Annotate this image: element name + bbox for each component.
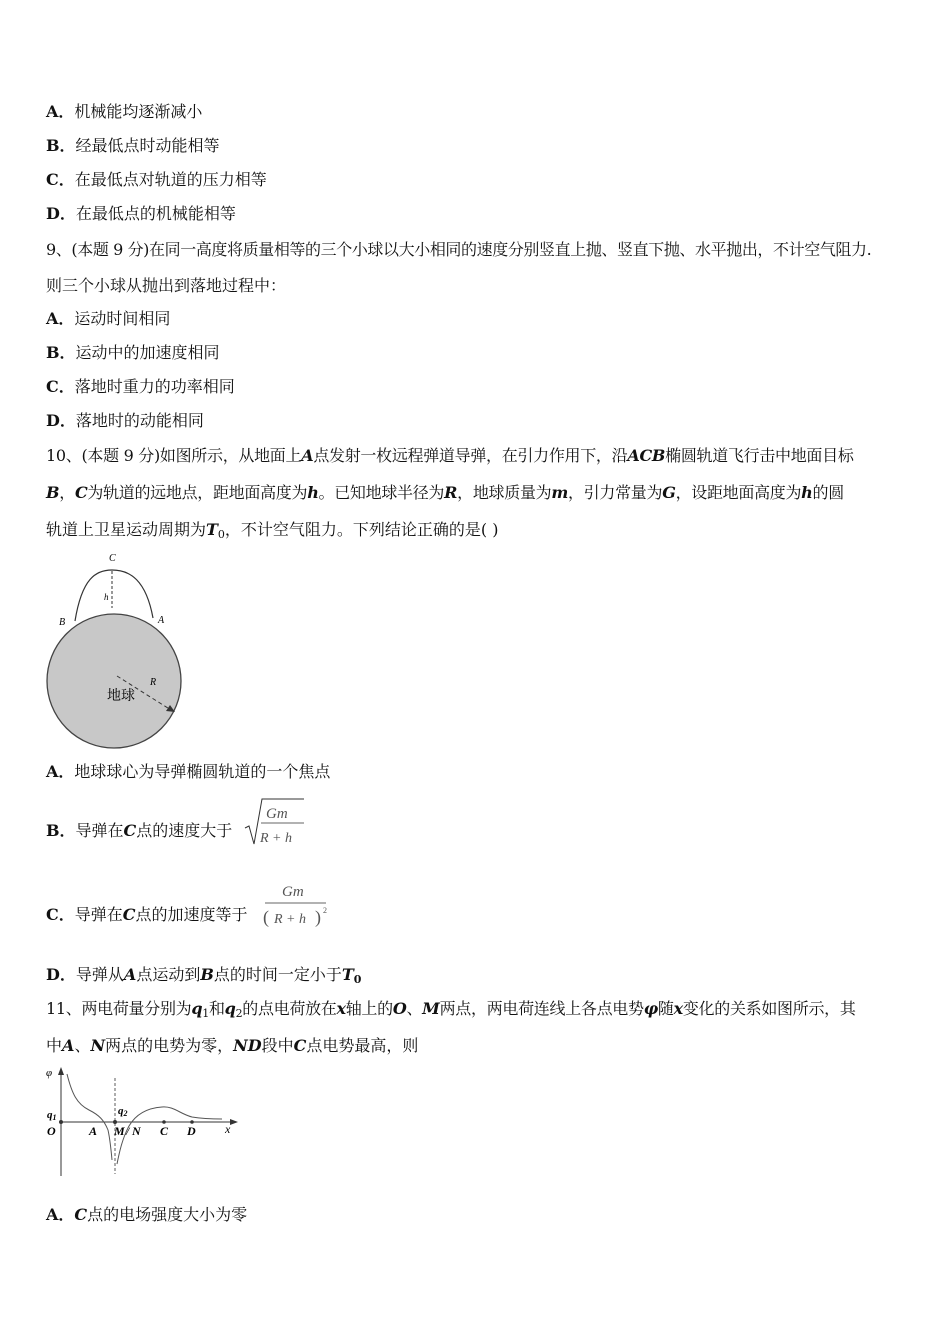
- q10-option-b: B．导弹在C点的速度大于: [46, 821, 233, 840]
- q10-option-a: A．地球球心为导弹椭圆轨道的一个焦点: [46, 762, 331, 781]
- q9-option-c: C．落地时重力的功率相同: [46, 377, 235, 396]
- label-r: R: [150, 677, 157, 688]
- q11-stem-line1: 11、两电荷量分别为$q_1$和$q_2$的点电荷放在x轴上的O、M两点，两电荷连线上各点电势φ随x变化的关系如图所示，其: [46, 999, 856, 1020]
- svg-text:(: (: [263, 907, 269, 927]
- q8-option-a: A．机械能均逐渐减小: [46, 102, 203, 121]
- formula-gm-over-r-plus-h-squared: [262, 876, 334, 934]
- q10-stem-line3: 轨道上卫星运动周期为$T_0$，不计空气阻力。下列结论正确的是( ): [46, 520, 499, 541]
- q9-option-b: B．运动中的加速度相同: [46, 343, 220, 362]
- svg-text:): ): [315, 907, 321, 927]
- q11-option-a: A．C点的电场强度大小为零: [46, 1205, 248, 1224]
- label-c: C: [160, 1124, 169, 1138]
- label-m: M: [114, 1124, 125, 1138]
- label-phi: φ: [46, 1067, 53, 1079]
- label-x: x: [225, 1122, 231, 1136]
- label-b: B: [59, 617, 66, 628]
- q9-option-d: D．落地时的动能相同: [46, 411, 204, 430]
- label-c: C: [109, 553, 116, 564]
- missile-orbit-figure: [44, 548, 194, 753]
- q10-option-d: D．导弹从A点运动到B点的时间一定小于$T_0$: [46, 965, 362, 986]
- q9-stem-line2: 则三个小球从抛出到落地过程中：: [46, 276, 287, 295]
- elliptical-orbit: [75, 570, 153, 621]
- svg-text:Gm: Gm: [282, 884, 304, 900]
- q8-option-b: B．经最低点时动能相等: [46, 136, 220, 155]
- q10-stem-line2: B，C为轨道的远地点，距地面高度为h。已知地球半径为R，地球质量为m，引力常量为G，设距地面高度为h的圆: [46, 483, 844, 502]
- label-n: N: [132, 1124, 141, 1138]
- svg-text:Gm: Gm: [266, 806, 288, 822]
- potential-curve-left: [67, 1074, 112, 1160]
- label-a: A: [158, 615, 165, 626]
- label-slash: /: [126, 1124, 130, 1138]
- label-q2: q2: [118, 1105, 128, 1118]
- q10-stem-line1: 10、(本题 9 分)如图所示，从地面上A点发射一枚远程弹道导弹，在引力作用下，沿ACB椭圆轨道飞行击中地面目标: [46, 446, 854, 465]
- q8-option-c: C．在最低点对轨道的压力相等: [46, 170, 267, 189]
- svg-text:R + h: R + h: [260, 831, 292, 846]
- label-a: A: [89, 1124, 98, 1138]
- label-q1: q1: [47, 1109, 57, 1122]
- label-h: h: [104, 592, 109, 602]
- q8-option-d: D．在最低点的机械能相等: [46, 204, 236, 223]
- label-o: O: [47, 1124, 56, 1138]
- svg-text:R + h: R + h: [274, 912, 306, 927]
- potential-graph: [44, 1064, 244, 1182]
- label-d: D: [187, 1124, 196, 1138]
- formula-sqrt-gm-over-r-plus-h: [242, 796, 306, 850]
- q11-stem-line2: 中A、N两点的电势为零，ND段中C点电势最高，则: [46, 1036, 419, 1055]
- q9-option-a: A．运动时间相同: [46, 309, 171, 328]
- label-earth: 地球: [107, 689, 135, 704]
- q10-option-c: C．导弹在C点的加速度等于: [46, 905, 248, 924]
- earth-circle: [47, 614, 181, 748]
- svg-text:2: 2: [323, 906, 327, 915]
- q9-stem-line1: 9、(本题 9 分)在同一高度将质量相等的三个小球以大小相同的速度分别竖直上抛、竖直下抛、水平抛出，不计空气阻力.: [46, 240, 872, 259]
